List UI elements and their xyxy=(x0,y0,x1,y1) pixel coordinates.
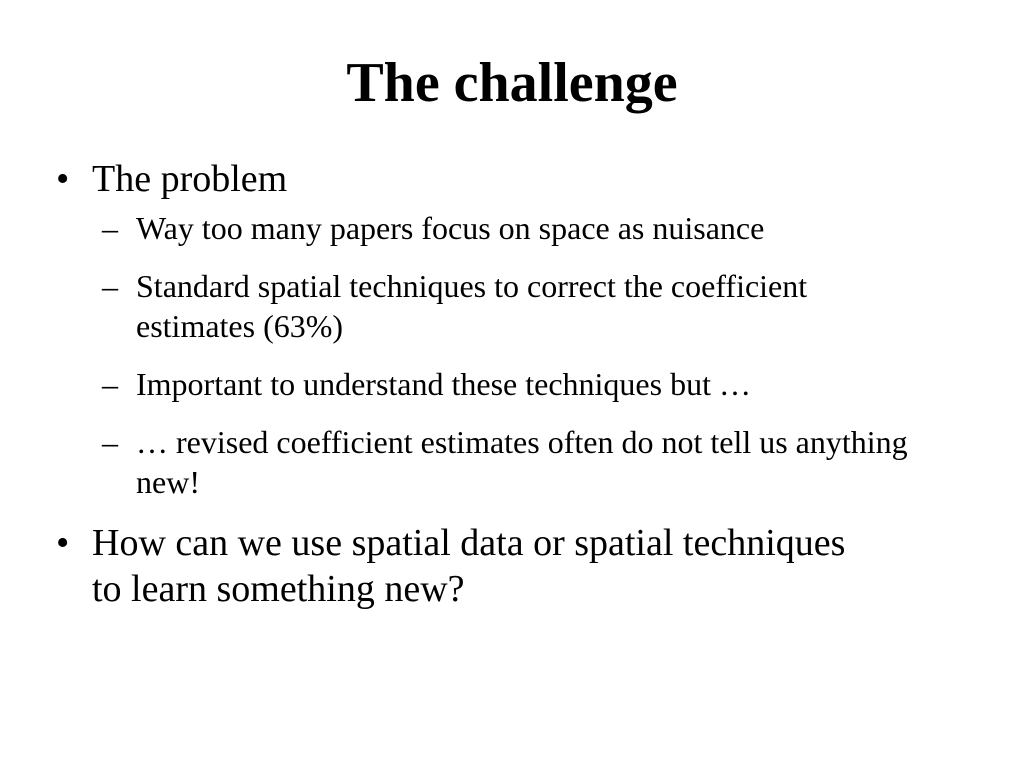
sub-bullet-list xyxy=(56,208,976,502)
sub-bullet-text: … revised coefficient estimates often do not tell us anything new! xyxy=(136,424,908,500)
bullet-item-problem xyxy=(56,156,976,202)
sub-bullet-text: Important to understand these techniques but … xyxy=(136,366,751,402)
sub-bullet-item xyxy=(56,208,976,248)
dash-icon: – xyxy=(102,424,118,460)
slide-body xyxy=(56,156,976,618)
sub-bullet-item xyxy=(56,364,976,404)
dash-icon: – xyxy=(102,268,118,304)
slide-title: The challenge xyxy=(346,52,678,114)
bullet-text: How can we use spatial data or spatial techniques to learn something new? xyxy=(92,522,846,610)
bullet-icon: • xyxy=(56,158,70,200)
sub-bullet-item xyxy=(56,422,976,502)
bullet-icon: • xyxy=(56,522,70,564)
dash-icon: – xyxy=(102,366,118,402)
bullet-text: The problem xyxy=(92,158,288,200)
bullet-item-question xyxy=(56,520,852,612)
sub-bullet-item xyxy=(56,266,836,346)
sub-bullet-text: Standard spatial techniques to correct the coefficient estimates (63%) xyxy=(136,268,808,344)
dash-icon: – xyxy=(102,210,118,246)
sub-bullet-text: Way too many papers focus on space as nuisance xyxy=(136,210,765,246)
